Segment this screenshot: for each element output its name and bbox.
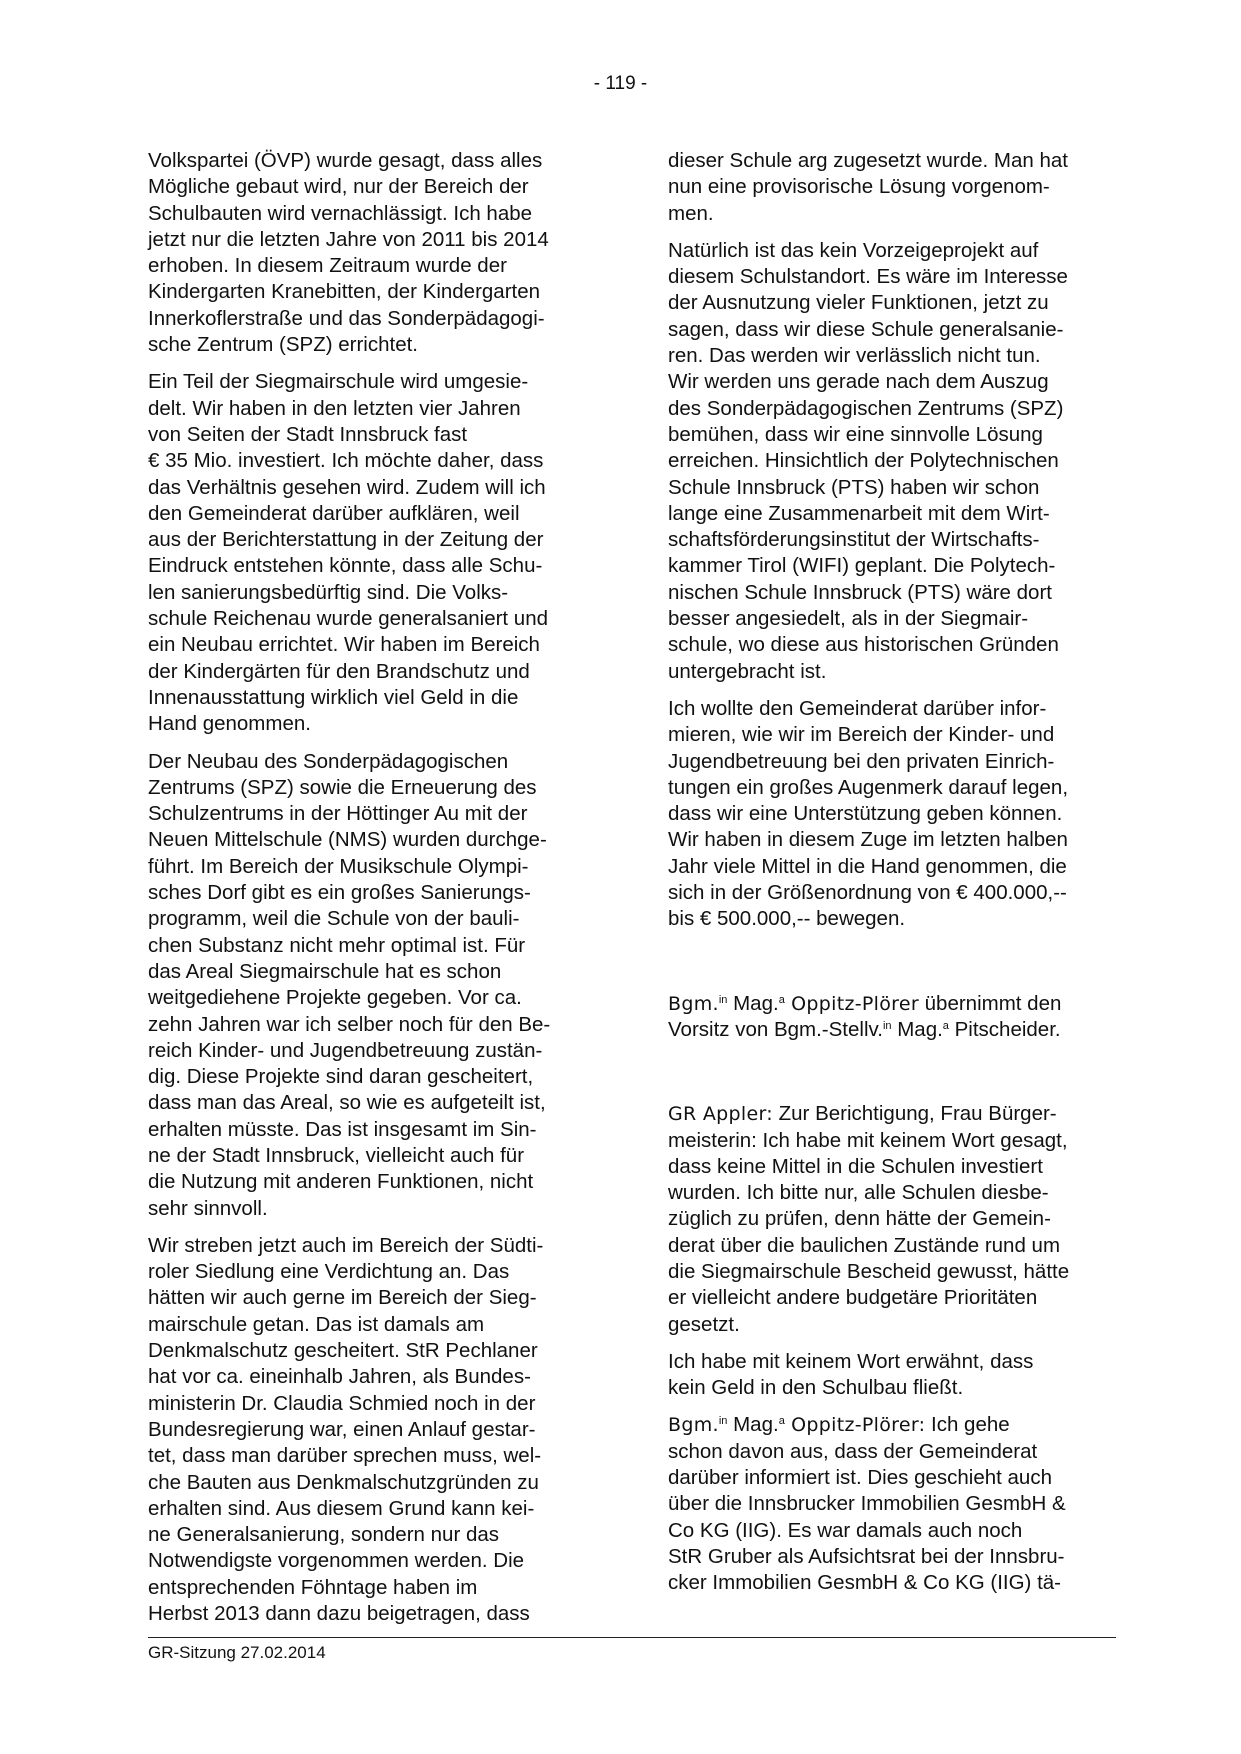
speech-text: Zur Berichtigung, Frau Bürger- meisterin: Ich habe mit keinem Wort gesagt, dass keine Mittel in die Schulen investiert wurden. Ich bitte nur, alle Schulen diesbe- züglich zu prüfen, denn hätte der Gemein- derat über die baulichen Zustände rund um die Siegmairschule Bescheid gewusst, hätte er vielleicht andere budgetäre Prioritäten gesetzt. [668,1102,1070,1336]
superscript: a [778,993,785,1006]
superscript: a [942,1019,949,1032]
paragraph: Ich wollte den Gemeinderat darüber infor- mieren, wie wir im Bereich der Kinder- und Jugendbetreuung bei den privaten Einrich- tungen ein großes Augenmerk darauf legen, dass wir eine Unterstützung geben können. Wir haben in diesem Zuge im letzten halben Jahr viele Mittel in die Hand genommen, die sich in der Größenordnung von € 400.000,-- bis € 500.000,-- bewegen. [668,696,1069,931]
superscript: in [718,1415,728,1428]
paragraph: dieser Schule arg zugesetzt wurde. Man hat nun eine provisorische Lösung vorgenom- men. [668,149,1068,225]
speech-text: Ich gehe schon davon aus, dass der Gemeinderat darüber informiert ist. Dies geschieht auch über die Innsbrucker Immobilien GesmbH & Co KG (IIG). Es war damals auch noch StR Gruber als Aufsichtsrat bei der Innsbru- cker Immobilien GesmbH & Co KG (IIG) tä- [668,1413,1066,1595]
paragraph: Wir streben jetzt auch im Bereich der Südti- roler Siedlung eine Verdichtung an. Das hätten wir auch gerne im Bereich der Sieg- mairschule getan. Das ist damals am Denkmalschutz gescheitert. StR Pechlaner hat vor ca. eineinhalb Jahren, als Bundes- ministerin Dr. Claudia Schmied noch in der Bundesregierung war, einen Anlauf gestar- tet, dass man darüber sprechen muss, wel- che Bauten aus Denkmalschutzgründen zu erhalten sind. Aus diesem Grund kann kei- ne Generalsanierung, sondern nur das Notwendigste vorgenommen werden. Die entsprechenden Föhntage haben im Herbst 2013 dann dazu beigetragen, dass [148,1233,544,1626]
title-text: Mag. [891,1017,943,1041]
note-text: übernimmt den Vorsitz von Bgm.-Stellv. [668,991,1062,1041]
paragraph: Der Neubau des Sonderpädagogischen Zentrums (SPZ) sowie die Erneuerung des Schulzentrums in der Höttinger Au mit der Neuen Mittelschule (NMS) wurden durchge- führt. Im Bereich der Musikschule Olympi- sches Dorf gibt es ein großes Sanierungs- programm, weil die Schule von der bauli- chen Substanz nicht mehr optimal ist. Für das Areal Siegmairschule hat es schon weitgediehene Projekte gegeben. Vor ca. zehn Jahren war ich selber noch für den Be- reich Kinder- und Jugendbetreuung zustän- dig. Diese Projekte sind daran gescheitert, dass man das Areal, so wie es aufgeteilt ist, erhalten müsste. Das ist insgesamt im Sin- ne der Stadt Innsbruck, vielleicht auch für die Nutzung mit anderen Funktionen, nicht sehr sinnvoll. [148,749,551,1220]
speaker-name: Bgm. [668,992,719,1015]
title-text: Mag. [727,991,779,1015]
right-column [668,148,1113,1608]
speaker-name: Oppitz-Plörer: [784,1414,926,1437]
paragraph: Natürlich ist das kein Vorzeigeprojekt auf diesem Schulstandort. Es wäre im Interesse der Ausnutzung vieler Funktionen, jetzt zu sagen, dass wir diese Schule generalsanie- ren. Das werden wir verlässlich nicht tun. Wir werden uns gerade nach dem Auszug des Sonderpädagogischen Zentrums (SPZ) bemühen, dass wir eine sinnvolle Lösung erreichen. Hinsichtlich der Polytechnischen Schule Innsbruck (PTS) haben wir schon lange eine Zusammenarbeit mit dem Wirt- schaftsförderungsinstitut der Wirtschafts- kammer Tirol (WIFI) geplant. Die Polytech- nischen Schule Innsbruck (PTS) wäre dort besser angesiedelt, als in der Siegmair- schule, wo diese aus historischen Gründen untergebracht ist. [668,238,1068,683]
speaker-name: GR Appler: [668,1103,773,1126]
footer-divider [148,1637,1116,1638]
section-spacer [668,944,1113,991]
superscript: in [718,993,728,1006]
title-text: Mag. [727,1413,779,1437]
speaker-name: Oppitz-Plörer [784,992,919,1015]
footer-session-date: GR-Sitzung 27.02.2014 [148,1643,326,1662]
superscript: a [778,1415,785,1428]
page-number: - 119 - [593,73,648,94]
superscript: in [882,1019,892,1032]
speech-appler [668,1101,1113,1338]
paragraph: Ich habe mit keinem Wort erwähnt, dass kein Geld in den Schulbau fließt. [668,1349,1034,1400]
paragraph: Volkspartei (ÖVP) wurde gesagt, dass alles Mögliche gebaut wird, nur der Bereich der Schulbauten wird vernachlässigt. Ich habe jetzt nur die letzten Jahre von 2011 bis 2014 erhoben. In diesem Zeitraum wurde der Kindergarten Kranebitten, der Kindergarten Innerkoflerstraße und das Sonderpädagogi- sche Zentrum (SPZ) errichtet. [148,149,549,357]
speech-mayor [668,1412,1113,1596]
section-spacer [668,1054,1113,1101]
paragraph: Ein Teil der Siegmairschule wird umgesie- delt. Wir haben in den letzten vier Jahren von Seiten der Stadt Innsbruck fast € 35 Mio. investiert. Ich möchte daher, dass das Verhältnis gesehen wird. Zudem will ich den Gemeinderat darüber aufklären, weil aus der Berichterstattung in der Zeitung der Eindruck entstehen könnte, dass alle Schu- len sanierungsbedürftig sind. Die Volks- schule Reichenau wurde generalsaniert und ein Neubau errichtet. Wir haben im Bereich der Kindergärten für den Brandschutz und Innenausstattung wirklich viel Geld in die Hand genommen. [148,370,549,736]
left-column [148,148,593,1638]
speaker-name: Bgm. [668,1414,719,1437]
note-text: Pitscheider. [948,1017,1061,1041]
chair-change-note [668,991,1113,1044]
